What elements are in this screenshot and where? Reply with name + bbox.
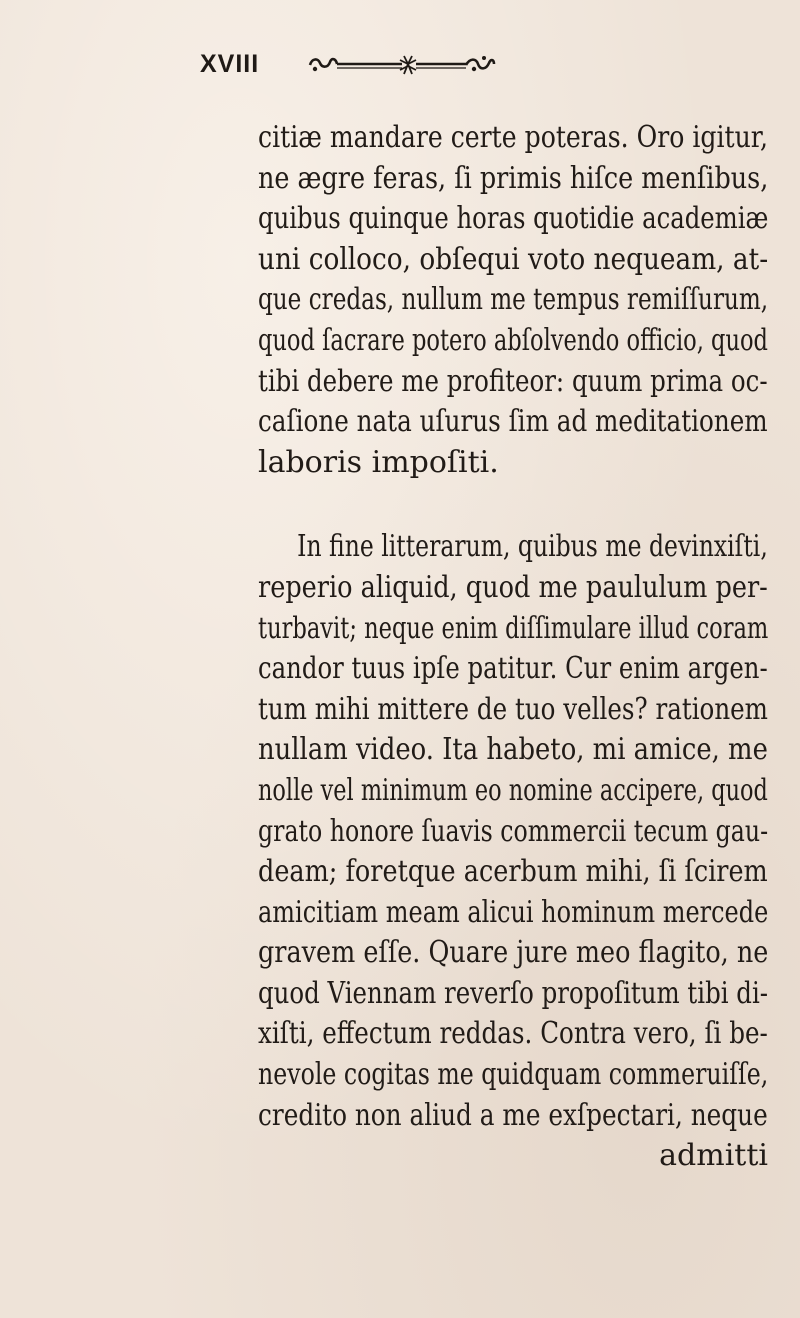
text-line: turbavit; neque enim diſſimulare illud coram <box>258 610 769 646</box>
text-line: uni colloco, obſequi voto nequeam, at- <box>258 241 769 277</box>
text-line: quod Viennam reverſo propoſitum tibi di- <box>258 975 769 1011</box>
text-line: gravem eſſe. Quare jure meo flagito, ne <box>258 935 769 971</box>
text-line: deam; foretque acerbum mihi, ſi ſcirem <box>258 854 768 890</box>
text-line: xiſti, effectum reddas. Contra vero, ſi be- <box>258 1016 768 1052</box>
text-line: nolle vel minimum eo nomine accipere, quod <box>258 772 768 808</box>
text-line: candor tuus ipſe patitur. Cur enim argen- <box>258 651 768 687</box>
text-line: nullam video. Ita habeto, mi amice, me <box>258 732 768 768</box>
text-line: tum mihi mittere de tuo velles? rationem <box>258 691 768 727</box>
text-line: que credas, nullum me tempus remiſſurum, <box>258 282 769 318</box>
text-line: quod ſacrare potero abſolvendo officio, quod <box>258 322 768 358</box>
text-line: laboris impoſiti. <box>258 444 499 480</box>
text-line: grato honore ſuavis commercii tecum gau- <box>258 813 769 849</box>
text-line: citiæ mandare certe poteras. Oro igitur, <box>258 120 769 155</box>
paragraph-1 <box>258 118 768 483</box>
text-line: tibi debere me profiteor: quum prima oc- <box>258 363 768 399</box>
text-line: credito non aliud a me exſpectari, neque <box>258 1097 768 1133</box>
text-line: amicitiam meam alicui hominum mercede <box>258 894 769 930</box>
text-line: quibus quinque horas quotidie academiæ <box>258 201 769 237</box>
text-line: nevole cogitas me quidquam commeruiſſe, <box>258 1057 769 1093</box>
text-line: reperio aliquid, quod me paululum per- <box>258 569 768 605</box>
printer-ornament-icon <box>306 52 496 78</box>
running-header <box>200 50 600 80</box>
paragraph-2 <box>258 527 768 1136</box>
text-line: In fine litterarum, quibus me devinxiſti, <box>297 529 768 565</box>
page-number: XVIII <box>200 50 260 78</box>
body-text <box>258 118 768 1177</box>
text-line: caſione nata uſurus ſim ad meditationem <box>258 404 768 440</box>
paragraph-gap <box>258 483 768 527</box>
catchword: admitti <box>659 1138 768 1174</box>
text-line: ne ægre feras, ſi primis hiſce menſibus, <box>258 160 769 196</box>
